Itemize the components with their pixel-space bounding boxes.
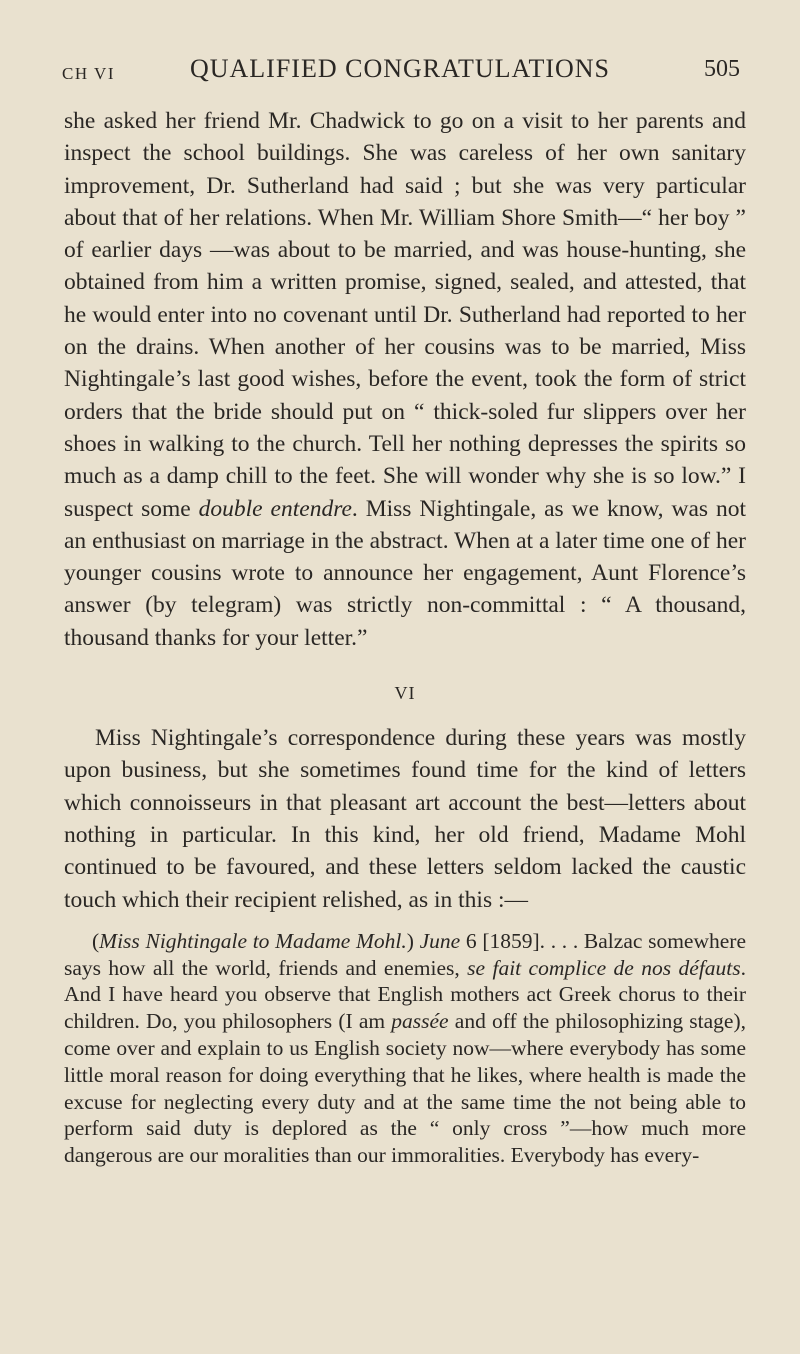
chapter-label: CH VI [62, 64, 115, 83]
letter-excerpt [64, 928, 746, 1169]
running-header [60, 50, 740, 90]
letter-text-2: . And I have heard you observe that English mothers act Greek chorus to their children. Do, you philosophers (I am [64, 955, 747, 1034]
letter-text-3: and off the philosophizing stage), come over and explain to us English society now—where everybody has some little moral reason for doing everything that he likes, where health is made the excuse for neglecting every duty and at the same time the not being able to perform said duty is deplored as the “ only cross ”—how much more dangerous are our moralities than our immoralities. Everybody has every- [64, 1009, 746, 1168]
section-number: VI [394, 683, 416, 704]
letter-text-1: 6 [1859]. . . . Balzac somewhere says how all the world, friends and enemies, [64, 928, 746, 980]
letter-heading: Miss Nightingale to Madame Mohl. [99, 928, 407, 953]
page-body [64, 105, 746, 1169]
letter-date-month: June [419, 928, 461, 953]
french-quote: se fait complice de nos défauts [467, 955, 741, 980]
letter-close-paren: ) [406, 928, 414, 953]
page-number: 505 [704, 56, 740, 82]
paragraph-1-text-a: she asked her friend Mr. Chadwick to go on a visit to her parents and inspect the school buildings. She was careless of her own sanitary improvement, Dr. Sutherland had said ; but she was very particular about that of her relations. When Mr. William Shore Smith—“ her boy ” of earlier days —was about to be married, and was house-hunting, she obtained from him a written promise, signed, sealed, and attested, that he would enter into no covenant until Dr. Sutherland had reported to her on the drains. When another of her cousins was to be married, Miss Nightingale’s last good wishes, before the event, took the form of strict orders that the bride should put on “ thick-soled fur slippers over her shoes in walking to the church. Tell her nothing depresses the spirits so much as a damp chill to the feet. She will wonder why she is so low.” I suspect some [64, 108, 746, 522]
letter-open-paren: ( [92, 928, 100, 953]
double-entendre-phrase: double entendre [198, 495, 352, 522]
paragraph-2: Miss Nightingale’s correspondence during these years was mostly upon business, but she sometimes found time for the kind of letters which connoisseurs in that pleasant art account the best—letters about nothing in particular. In this kind, her old friend, Madame Mohl continued to be favoured, and these letters seldom lacked the caustic touch which their recipient relished, as in this :— [64, 725, 746, 913]
running-title: QUALIFIED CONGRATULATIONS [189, 54, 611, 83]
paragraph-1-text-b: . Miss Nightingale, as we know, was not an enthusiast on marriage in the abstract. When at a later time one of her younger cousins wrote to announce her engagement, Aunt Florence’s answer (by telegram) was strictly non-committal : “ A thousand, thousand thanks for your letter.” [64, 495, 746, 651]
passee-word: passée [391, 1009, 449, 1034]
paragraph-1 [64, 105, 746, 654]
